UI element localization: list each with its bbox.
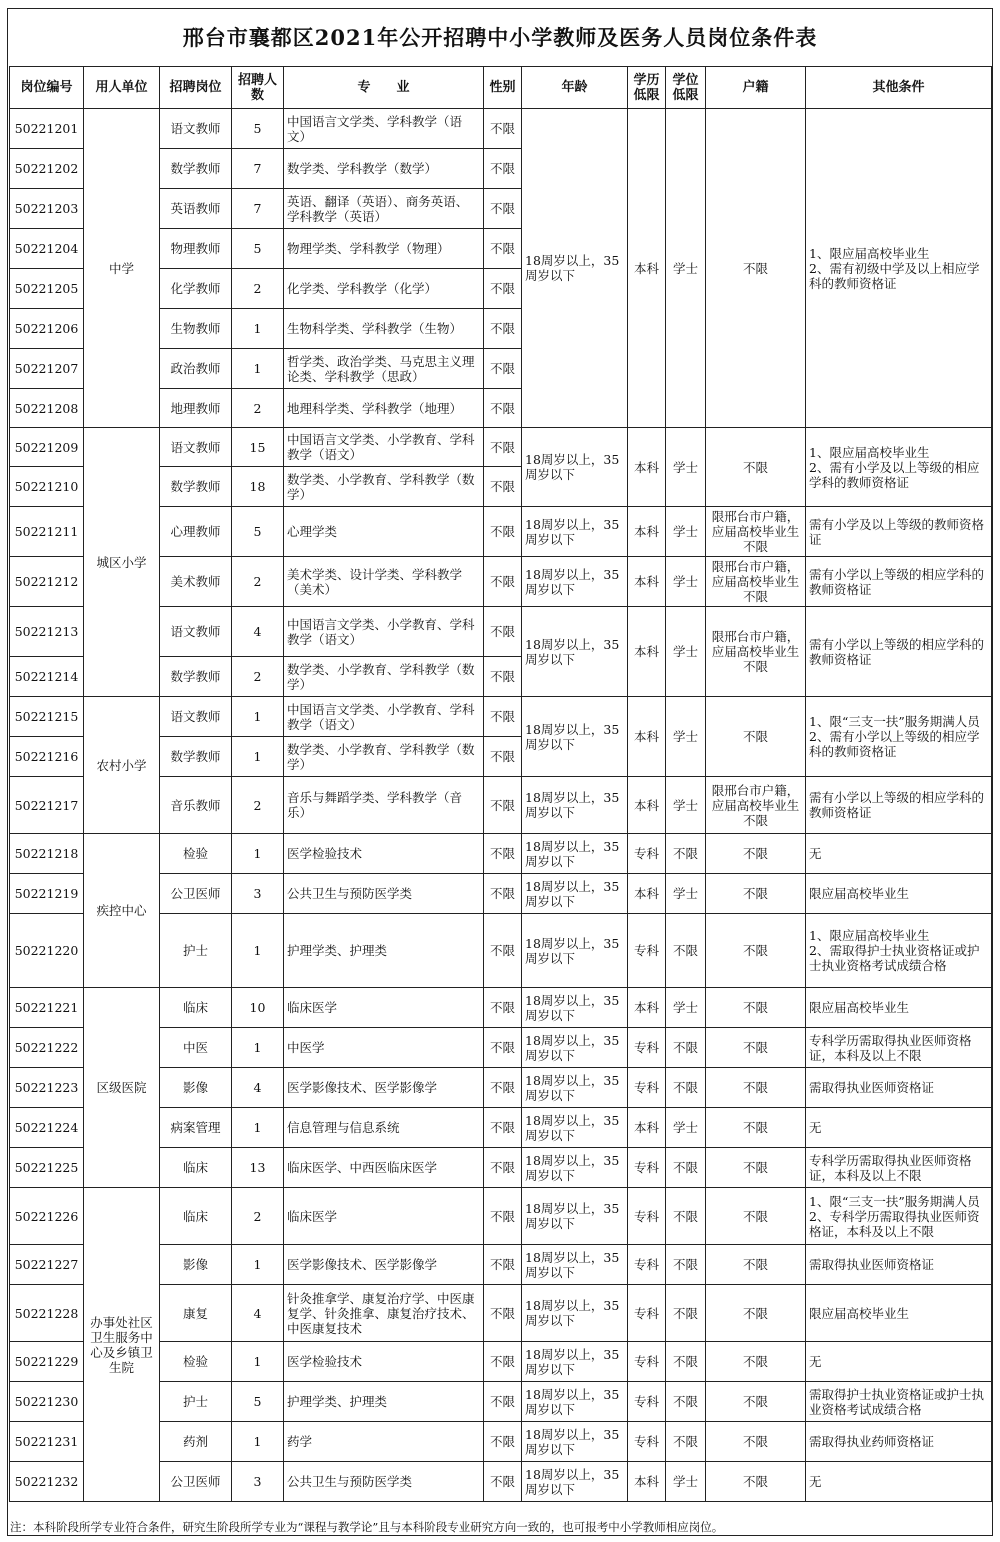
cell-age: 18周岁以上，35周岁以下 (522, 914, 628, 988)
cell-gender: 不限 (484, 1462, 522, 1502)
cell-major: 医学影像技术、医学影像学 (284, 1245, 484, 1285)
cell-age: 18周岁以上，35周岁以下 (522, 1148, 628, 1188)
cell-degree: 不限 (666, 1028, 706, 1068)
cell-gender: 不限 (484, 1342, 522, 1382)
cell-post: 地理教师 (160, 389, 232, 428)
cell-huji: 不限 (706, 988, 806, 1028)
cell-post: 临床 (160, 1188, 232, 1245)
cell-major: 护理学类、护理类 (284, 1382, 484, 1422)
cell-gender: 不限 (484, 557, 522, 607)
header-major: 专 业 (284, 67, 484, 109)
cell-age: 18周岁以上，35周岁以下 (522, 874, 628, 914)
cell-gender: 不限 (484, 149, 522, 189)
cell-huji: 不限 (706, 697, 806, 777)
cell-degree: 学士 (666, 1108, 706, 1148)
cell-id: 50221226 (10, 1188, 84, 1245)
cell-degree: 学士 (666, 557, 706, 607)
cell-gender: 不限 (484, 1028, 522, 1068)
cell-post: 检验 (160, 1342, 232, 1382)
cell-other: 需有小学以上等级的相应学科的教师资格证 (806, 557, 992, 607)
cell-other: 1、限应届高校毕业生 2、需取得护士执业资格证或护士执业资格考试成绩合格 (806, 914, 992, 988)
cell-post: 生物教师 (160, 309, 232, 349)
cell-count: 2 (232, 389, 284, 428)
cell-gender: 不限 (484, 1245, 522, 1285)
cell-edu: 专科 (628, 914, 666, 988)
cell-edu: 本科 (628, 557, 666, 607)
cell-id: 50221217 (10, 777, 84, 834)
cell-unit: 城区小学 (84, 428, 160, 697)
cell-age: 18周岁以上，35周岁以下 (522, 1068, 628, 1108)
cell-age: 18周岁以上，35周岁以下 (522, 697, 628, 777)
cell-id: 50221203 (10, 189, 84, 229)
cell-post: 公卫医师 (160, 1462, 232, 1502)
cell-post: 中医 (160, 1028, 232, 1068)
cell-count: 7 (232, 149, 284, 189)
table-row (10, 697, 992, 737)
cell-id: 50221204 (10, 229, 84, 269)
cell-id: 50221227 (10, 1245, 84, 1285)
cell-count: 1 (232, 309, 284, 349)
cell-gender: 不限 (484, 229, 522, 269)
header-post: 招聘岗位 (160, 67, 232, 109)
cell-age: 18周岁以上，35周岁以下 (522, 1285, 628, 1342)
cell-unit: 办事处社区卫生服务中心及乡镇卫生院 (84, 1188, 160, 1502)
cell-id: 50221229 (10, 1342, 84, 1382)
cell-id: 50221230 (10, 1382, 84, 1422)
cell-count: 10 (232, 988, 284, 1028)
cell-age: 18周岁以上，35周岁以下 (522, 109, 628, 428)
cell-edu: 专科 (628, 1382, 666, 1422)
cell-degree: 学士 (666, 507, 706, 557)
table-row (10, 428, 992, 467)
cell-major: 医学检验技术 (284, 834, 484, 874)
cell-huji: 不限 (706, 834, 806, 874)
cell-huji: 不限 (706, 1382, 806, 1422)
cell-id: 50221205 (10, 269, 84, 309)
cell-count: 5 (232, 109, 284, 149)
cell-age: 18周岁以上，35周岁以下 (522, 1422, 628, 1462)
cell-count: 1 (232, 1245, 284, 1285)
cell-gender: 不限 (484, 1422, 522, 1462)
cell-other: 无 (806, 834, 992, 874)
cell-edu: 本科 (628, 777, 666, 834)
cell-gender: 不限 (484, 1068, 522, 1108)
cell-post: 语文教师 (160, 428, 232, 467)
cell-huji: 不限 (706, 1422, 806, 1462)
cell-count: 1 (232, 737, 284, 777)
cell-huji: 不限 (706, 1188, 806, 1245)
cell-id: 50221228 (10, 1285, 84, 1342)
cell-unit: 区级医院 (84, 988, 160, 1188)
cell-other: 需有小学及以上等级的教师资格证 (806, 507, 992, 557)
cell-edu: 本科 (628, 697, 666, 777)
cell-post: 化学教师 (160, 269, 232, 309)
cell-huji: 不限 (706, 1068, 806, 1108)
cell-gender: 不限 (484, 1148, 522, 1188)
header-edu: 学历低限 (628, 67, 666, 109)
cell-other: 专科学历需取得执业医师资格证，本科及以上不限 (806, 1028, 992, 1068)
cell-major: 地理科学类、学科教学（地理） (284, 389, 484, 428)
cell-other: 无 (806, 1108, 992, 1148)
cell-gender: 不限 (484, 1285, 522, 1342)
cell-count: 4 (232, 1068, 284, 1108)
cell-gender: 不限 (484, 737, 522, 777)
cell-age: 18周岁以上，35周岁以下 (522, 1188, 628, 1245)
cell-edu: 专科 (628, 1245, 666, 1285)
cell-gender: 不限 (484, 834, 522, 874)
cell-count: 2 (232, 657, 284, 697)
cell-major: 数学类、小学教育、学科教学（数学） (284, 737, 484, 777)
cell-count: 2 (232, 777, 284, 834)
cell-edu: 专科 (628, 1422, 666, 1462)
cell-major: 生物科学类、学科教学（生物） (284, 309, 484, 349)
cell-degree: 不限 (666, 1245, 706, 1285)
cell-gender: 不限 (484, 607, 522, 657)
footnote: 注：本科阶段所学专业符合条件，研究生阶段所学专业为“课程与教学论”且与本科阶段专业研究方向一致的，也可报考中小学教师相应岗位。 (10, 1520, 724, 1534)
cell-huji: 不限 (706, 1245, 806, 1285)
cell-edu: 本科 (628, 988, 666, 1028)
header-count: 招聘人数 (232, 67, 284, 109)
cell-major: 药学 (284, 1422, 484, 1462)
cell-major: 临床医学、中西医临床医学 (284, 1148, 484, 1188)
cell-gender: 不限 (484, 389, 522, 428)
cell-degree: 学士 (666, 109, 706, 428)
cell-count: 5 (232, 1382, 284, 1422)
cell-edu: 本科 (628, 607, 666, 697)
cell-degree: 学士 (666, 777, 706, 834)
cell-major: 中国语言文学类、学科教学（语文） (284, 109, 484, 149)
cell-edu: 本科 (628, 109, 666, 428)
cell-degree: 学士 (666, 428, 706, 507)
cell-id: 50221206 (10, 309, 84, 349)
cell-huji: 不限 (706, 874, 806, 914)
cell-id: 50221225 (10, 1148, 84, 1188)
cell-major: 心理学类 (284, 507, 484, 557)
cell-other: 1、限“三支一扶”服务期满人员 2、需有小学以上等级的相应学科的教师资格证 (806, 697, 992, 777)
cell-post: 语文教师 (160, 697, 232, 737)
cell-post: 临床 (160, 1148, 232, 1188)
cell-edu: 本科 (628, 1108, 666, 1148)
cell-post: 护士 (160, 914, 232, 988)
cell-huji: 限邢台市户籍，应届高校毕业生不限 (706, 607, 806, 697)
table-row (10, 834, 992, 874)
cell-major: 护理学类、护理类 (284, 914, 484, 988)
cell-degree: 不限 (666, 1188, 706, 1245)
cell-degree: 不限 (666, 1382, 706, 1422)
cell-edu: 专科 (628, 834, 666, 874)
cell-other: 无 (806, 1342, 992, 1382)
cell-major: 临床医学 (284, 1188, 484, 1245)
cell-post: 美术教师 (160, 557, 232, 607)
job-table (9, 66, 992, 1502)
cell-post: 数学教师 (160, 737, 232, 777)
header-other: 其他条件 (806, 67, 992, 109)
cell-age: 18周岁以上，35周岁以下 (522, 1382, 628, 1422)
cell-count: 1 (232, 1342, 284, 1382)
cell-id: 50221207 (10, 349, 84, 389)
cell-post: 影像 (160, 1245, 232, 1285)
cell-post: 数学教师 (160, 467, 232, 507)
cell-count: 3 (232, 1462, 284, 1502)
cell-id: 50221231 (10, 1422, 84, 1462)
cell-edu: 本科 (628, 1462, 666, 1502)
cell-id: 50221211 (10, 507, 84, 557)
cell-id: 50221215 (10, 697, 84, 737)
cell-major: 信息管理与信息系统 (284, 1108, 484, 1148)
cell-major: 公共卫生与预防医学类 (284, 1462, 484, 1502)
cell-id: 50221232 (10, 1462, 84, 1502)
cell-gender: 不限 (484, 1188, 522, 1245)
header-id: 岗位编号 (10, 67, 84, 109)
cell-gender: 不限 (484, 349, 522, 389)
cell-degree: 不限 (666, 1342, 706, 1382)
cell-edu: 专科 (628, 1148, 666, 1188)
cell-edu: 本科 (628, 428, 666, 507)
cell-degree: 学士 (666, 1462, 706, 1502)
cell-count: 5 (232, 507, 284, 557)
header-age: 年龄 (522, 67, 628, 109)
cell-other: 需取得执业药师资格证 (806, 1422, 992, 1462)
cell-other: 需取得护士执业资格证或护士执业资格考试成绩合格 (806, 1382, 992, 1422)
cell-other: 专科学历需取得执业医师资格证，本科及以上不限 (806, 1148, 992, 1188)
cell-id: 50221216 (10, 737, 84, 777)
cell-id: 50221223 (10, 1068, 84, 1108)
cell-major: 数学类、小学教育、学科教学（数学） (284, 467, 484, 507)
cell-id: 50221201 (10, 109, 84, 149)
cell-post: 音乐教师 (160, 777, 232, 834)
cell-degree: 不限 (666, 1422, 706, 1462)
cell-gender: 不限 (484, 1382, 522, 1422)
cell-post: 语文教师 (160, 607, 232, 657)
cell-gender: 不限 (484, 189, 522, 229)
cell-edu: 专科 (628, 1068, 666, 1108)
cell-gender: 不限 (484, 428, 522, 467)
cell-age: 18周岁以上，35周岁以下 (522, 607, 628, 697)
cell-id: 50221218 (10, 834, 84, 874)
cell-post: 语文教师 (160, 109, 232, 149)
cell-id: 50221210 (10, 467, 84, 507)
cell-major: 美术学类、设计学类、学科教学（美术） (284, 557, 484, 607)
document-page (7, 8, 993, 1536)
cell-id: 50221219 (10, 874, 84, 914)
cell-count: 13 (232, 1148, 284, 1188)
cell-gender: 不限 (484, 309, 522, 349)
cell-unit: 农村小学 (84, 697, 160, 834)
cell-major: 音乐与舞蹈学类、学科教学（音乐） (284, 777, 484, 834)
cell-count: 1 (232, 1422, 284, 1462)
cell-id: 50221202 (10, 149, 84, 189)
cell-edu: 本科 (628, 507, 666, 557)
header-degree: 学位低限 (666, 67, 706, 109)
cell-other: 无 (806, 1462, 992, 1502)
cell-gender: 不限 (484, 777, 522, 834)
cell-count: 7 (232, 189, 284, 229)
cell-other: 1、限应届高校毕业生 2、需有初级中学及以上相应学科的教师资格证 (806, 109, 992, 428)
cell-major: 中医学 (284, 1028, 484, 1068)
cell-id: 50221221 (10, 988, 84, 1028)
cell-count: 2 (232, 269, 284, 309)
cell-gender: 不限 (484, 657, 522, 697)
cell-major: 化学类、学科教学（化学） (284, 269, 484, 309)
cell-age: 18周岁以上，35周岁以下 (522, 1462, 628, 1502)
cell-count: 2 (232, 1188, 284, 1245)
cell-post: 数学教师 (160, 149, 232, 189)
cell-post: 护士 (160, 1382, 232, 1422)
cell-edu: 专科 (628, 1188, 666, 1245)
cell-post: 公卫医师 (160, 874, 232, 914)
table-row (10, 988, 992, 1028)
cell-major: 临床医学 (284, 988, 484, 1028)
cell-huji: 不限 (706, 1148, 806, 1188)
cell-degree: 不限 (666, 1285, 706, 1342)
cell-post: 物理教师 (160, 229, 232, 269)
cell-post: 检验 (160, 834, 232, 874)
cell-post: 数学教师 (160, 657, 232, 697)
cell-id: 50221220 (10, 914, 84, 988)
cell-major: 医学检验技术 (284, 1342, 484, 1382)
cell-age: 18周岁以上，35周岁以下 (522, 777, 628, 834)
header-gender: 性别 (484, 67, 522, 109)
cell-edu: 本科 (628, 874, 666, 914)
cell-post: 康复 (160, 1285, 232, 1342)
cell-degree: 不限 (666, 834, 706, 874)
cell-degree: 不限 (666, 1148, 706, 1188)
header-unit: 用人单位 (84, 67, 160, 109)
cell-count: 1 (232, 914, 284, 988)
cell-id: 50221224 (10, 1108, 84, 1148)
cell-edu: 专科 (628, 1285, 666, 1342)
cell-count: 1 (232, 834, 284, 874)
cell-id: 50221212 (10, 557, 84, 607)
cell-major: 中国语言文学类、小学教育、学科教学（语文） (284, 607, 484, 657)
cell-other: 限应届高校毕业生 (806, 874, 992, 914)
cell-major: 数学类、学科教学（数学） (284, 149, 484, 189)
cell-major: 医学影像技术、医学影像学 (284, 1068, 484, 1108)
cell-huji: 不限 (706, 109, 806, 428)
cell-id: 50221214 (10, 657, 84, 697)
cell-other: 需有小学以上等级的相应学科的教师资格证 (806, 607, 992, 697)
cell-count: 1 (232, 349, 284, 389)
table-row (10, 1188, 992, 1245)
cell-huji: 不限 (706, 1028, 806, 1068)
cell-gender: 不限 (484, 914, 522, 988)
cell-other: 1、限“三支一扶”服务期满人员 2、专科学历需取得执业医师资格证，本科及以上不限 (806, 1188, 992, 1245)
cell-huji: 限邢台市户籍，应届高校毕业生不限 (706, 507, 806, 557)
cell-gender: 不限 (484, 697, 522, 737)
cell-gender: 不限 (484, 109, 522, 149)
cell-post: 影像 (160, 1068, 232, 1108)
cell-other: 需取得执业医师资格证 (806, 1068, 992, 1108)
cell-gender: 不限 (484, 507, 522, 557)
cell-huji: 不限 (706, 1285, 806, 1342)
cell-age: 18周岁以上，35周岁以下 (522, 1342, 628, 1382)
header-row (10, 67, 992, 109)
cell-post: 心理教师 (160, 507, 232, 557)
cell-gender: 不限 (484, 988, 522, 1028)
cell-huji: 不限 (706, 1462, 806, 1502)
cell-gender: 不限 (484, 467, 522, 507)
cell-unit: 中学 (84, 109, 160, 428)
cell-degree: 不限 (666, 1068, 706, 1108)
cell-count: 5 (232, 229, 284, 269)
header-huji: 户籍 (706, 67, 806, 109)
cell-age: 18周岁以上，35周岁以下 (522, 988, 628, 1028)
cell-other: 限应届高校毕业生 (806, 1285, 992, 1342)
cell-count: 4 (232, 1285, 284, 1342)
page-title: 邢台市襄都区2021年公开招聘中小学教师及医务人员岗位条件表 (182, 25, 818, 50)
cell-huji: 限邢台市户籍，应届高校毕业生不限 (706, 777, 806, 834)
table-row (10, 109, 992, 149)
cell-age: 18周岁以上，35周岁以下 (522, 1108, 628, 1148)
cell-major: 哲学类、政治学类、马克思主义理论类、学科教学（思政） (284, 349, 484, 389)
cell-post: 病案管理 (160, 1108, 232, 1148)
cell-post: 药剂 (160, 1422, 232, 1462)
cell-major: 公共卫生与预防医学类 (284, 874, 484, 914)
cell-major: 中国语言文学类、小学教育、学科教学（语文） (284, 428, 484, 467)
cell-huji: 不限 (706, 1342, 806, 1382)
cell-other: 需有小学以上等级的相应学科的教师资格证 (806, 777, 992, 834)
cell-count: 1 (232, 1028, 284, 1068)
cell-age: 18周岁以上，35周岁以下 (522, 1028, 628, 1068)
cell-count: 4 (232, 607, 284, 657)
cell-age: 18周岁以上，35周岁以下 (522, 834, 628, 874)
cell-unit: 疾控中心 (84, 834, 160, 988)
cell-major: 针灸推拿学、康复治疗学、中医康复学、针灸推拿、康复治疗技术、中医康复技术 (284, 1285, 484, 1342)
cell-huji: 不限 (706, 1108, 806, 1148)
cell-degree: 学士 (666, 874, 706, 914)
cell-id: 50221208 (10, 389, 84, 428)
cell-degree: 学士 (666, 697, 706, 777)
cell-count: 2 (232, 557, 284, 607)
cell-major: 物理学类、学科教学（物理） (284, 229, 484, 269)
cell-post: 临床 (160, 988, 232, 1028)
cell-other: 限应届高校毕业生 (806, 988, 992, 1028)
cell-edu: 专科 (628, 1342, 666, 1382)
cell-gender: 不限 (484, 874, 522, 914)
cell-count: 18 (232, 467, 284, 507)
cell-degree: 学士 (666, 607, 706, 697)
cell-degree: 学士 (666, 988, 706, 1028)
cell-count: 3 (232, 874, 284, 914)
cell-count: 1 (232, 1108, 284, 1148)
cell-major: 数学类、小学教育、学科教学（数学） (284, 657, 484, 697)
cell-major: 英语、翻译（英语）、商务英语、学科教学（英语） (284, 189, 484, 229)
cell-age: 18周岁以上，35周岁以下 (522, 557, 628, 607)
cell-id: 50221209 (10, 428, 84, 467)
cell-id: 50221213 (10, 607, 84, 657)
cell-gender: 不限 (484, 1108, 522, 1148)
cell-degree: 不限 (666, 914, 706, 988)
cell-major: 中国语言文学类、小学教育、学科教学（语文） (284, 697, 484, 737)
cell-other: 需取得执业医师资格证 (806, 1245, 992, 1285)
cell-post: 英语教师 (160, 189, 232, 229)
cell-huji: 不限 (706, 914, 806, 988)
cell-id: 50221222 (10, 1028, 84, 1068)
cell-edu: 专科 (628, 1028, 666, 1068)
cell-age: 18周岁以上，35周岁以下 (522, 1245, 628, 1285)
cell-count: 15 (232, 428, 284, 467)
cell-huji: 不限 (706, 428, 806, 507)
cell-gender: 不限 (484, 269, 522, 309)
cell-age: 18周岁以上，35周岁以下 (522, 507, 628, 557)
cell-count: 1 (232, 697, 284, 737)
cell-age: 18周岁以上，35周岁以下 (522, 428, 628, 507)
cell-other: 1、限应届高校毕业生 2、需有小学及以上等级的相应学科的教师资格证 (806, 428, 992, 507)
cell-huji: 限邢台市户籍，应届高校毕业生不限 (706, 557, 806, 607)
cell-post: 政治教师 (160, 349, 232, 389)
